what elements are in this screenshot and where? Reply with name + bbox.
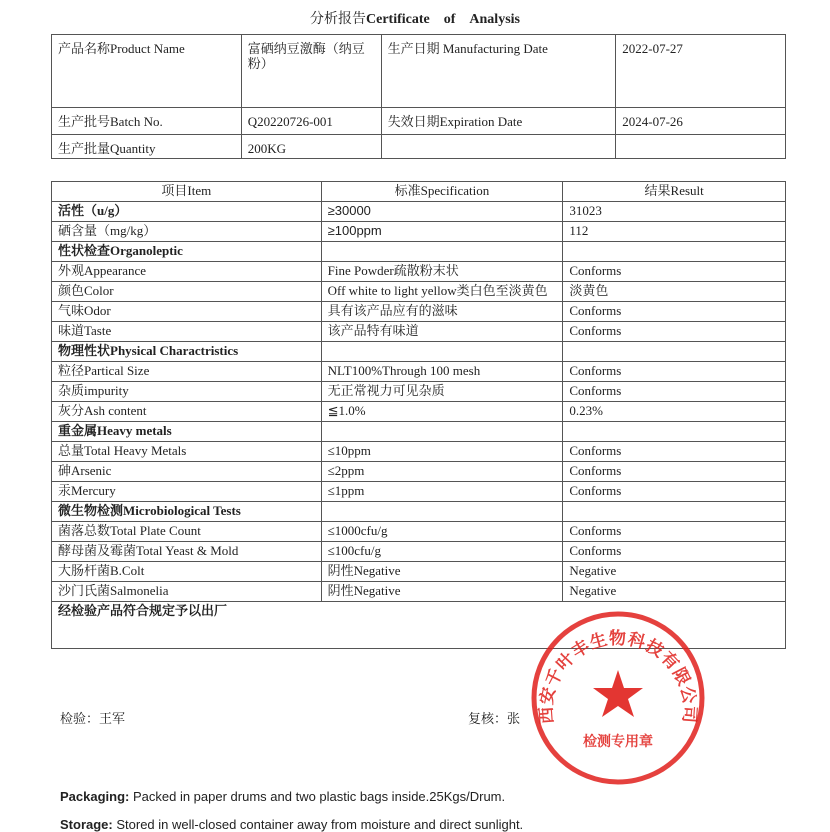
spec-item-cell: 酵母菌及霉菌Total Yeast & Mold: [52, 542, 322, 562]
mfg-date-label: 生产日期 Manufacturing Date: [381, 35, 616, 108]
header-spec: 标准Specification: [321, 182, 563, 202]
spec-result-cell: Conforms: [563, 262, 786, 282]
batch-label: 生产批号Batch No.: [52, 108, 242, 135]
spec-standard-cell: 无正常视力可见杂质: [321, 382, 563, 402]
spec-standard-cell: Fine Powder疏散粉末状: [321, 262, 563, 282]
specification-table: [51, 181, 786, 649]
spec-row: [52, 282, 786, 302]
title-en-analysis: Analysis: [469, 12, 520, 27]
spec-row: [52, 362, 786, 382]
spec-standard-cell: [321, 422, 563, 442]
spec-row: [52, 322, 786, 342]
spec-item-cell: 灰分Ash content: [52, 402, 322, 422]
spec-row: [52, 202, 786, 222]
title-cn: 分析报告: [310, 12, 366, 27]
spec-standard-cell: ≥30000: [321, 202, 563, 222]
seal-company-name: 西安千叶丰生物科技有限公司: [536, 628, 700, 725]
spec-result-cell: [563, 242, 786, 262]
inspector-signature: 检验：王军: [60, 711, 126, 726]
spec-row: [52, 462, 786, 482]
empty-cell: [381, 135, 616, 159]
spec-item-cell: 沙门氏菌Salmonelia: [52, 582, 322, 602]
spec-result-cell: Conforms: [563, 302, 786, 322]
spec-result-cell: Conforms: [563, 462, 786, 482]
spec-standard-cell: [321, 502, 563, 522]
spec-standard-cell: ≤1000cfu/g: [321, 522, 563, 542]
section-row: [52, 502, 786, 522]
spec-standard-cell: 阴性Negative: [321, 582, 563, 602]
spec-item-cell: 性状检查Organoleptic: [52, 242, 322, 262]
section-row: [52, 242, 786, 262]
spec-result-cell: [563, 502, 786, 522]
document-title: [0, 8, 830, 28]
batch-value: Q20220726-001: [241, 108, 381, 135]
spec-standard-cell: ≤100cfu/g: [321, 542, 563, 562]
spec-item-cell: 粒径Partical Size: [52, 362, 322, 382]
spec-standard-cell: ≤1ppm: [321, 482, 563, 502]
spec-result-cell: Conforms: [563, 442, 786, 462]
header-result: 结果Result: [563, 182, 786, 202]
empty-cell: [616, 135, 786, 159]
spec-row: [52, 442, 786, 462]
spec-standard-cell: ≥100ppm: [321, 222, 563, 242]
spec-standard-cell: ≤10ppm: [321, 442, 563, 462]
quantity-value: 200KG: [241, 135, 381, 159]
spec-item-cell: 总量Total Heavy Metals: [52, 442, 322, 462]
spec-standard-cell: 该产品特有味道: [321, 322, 563, 342]
product-info-table: [51, 34, 786, 159]
spec-row: [52, 402, 786, 422]
packaging-label: Packaging:: [60, 789, 130, 804]
spec-item-cell: 砷Arsenic: [52, 462, 322, 482]
spec-row: [52, 482, 786, 502]
title-en-certificate: Certificate: [366, 12, 430, 27]
quantity-label: 生产批量Quantity: [52, 135, 242, 159]
spec-standard-cell: ≤2ppm: [321, 462, 563, 482]
storage-text: Stored in well-closed container away from moisture and direct sunlight.: [116, 817, 524, 832]
section-row: [52, 342, 786, 362]
seal-subtitle: 检测专用章: [583, 734, 653, 750]
spec-result-cell: [563, 422, 786, 442]
spec-result-cell: Negative: [563, 562, 786, 582]
spec-result-cell: [563, 342, 786, 362]
conclusion-text: 经检验产品符合规定予以出厂: [52, 602, 786, 649]
spec-result-cell: Conforms: [563, 322, 786, 342]
packaging-text: Packed in paper drums and two plastic bags inside.25Kgs/Drum.: [132, 789, 506, 804]
spec-item-cell: 微生物检测Microbiological Tests: [52, 502, 322, 522]
spec-standard-cell: Off white to light yellow类白色至淡黄色: [321, 282, 563, 302]
conclusion-row: [52, 602, 786, 649]
product-name-value: 富硒纳豆激酶（纳豆粉）: [241, 35, 381, 108]
section-row: [52, 422, 786, 442]
spec-item-cell: 外观Appearance: [52, 262, 322, 282]
spec-result-cell: Conforms: [563, 522, 786, 542]
spec-row: [52, 582, 786, 602]
packaging-note: [60, 789, 505, 804]
spec-item-cell: 物理性状Physical Charactristics: [52, 342, 322, 362]
product-name-label: 产品名称Product Name: [52, 35, 242, 108]
spec-item-cell: 活性（u/g）: [52, 202, 322, 222]
spec-result-cell: 0.23%: [563, 402, 786, 422]
spec-item-cell: 菌落总数Total Plate Count: [52, 522, 322, 542]
storage-label: Storage:: [60, 817, 113, 832]
spec-row: [52, 562, 786, 582]
spec-row: [52, 302, 786, 322]
spec-standard-cell: NLT100%Through 100 mesh: [321, 362, 563, 382]
spec-result-cell: Conforms: [563, 362, 786, 382]
spec-standard-cell: [321, 342, 563, 362]
mfg-date-value: 2022-07-27: [616, 35, 786, 108]
exp-date-value: 2024-07-26: [616, 108, 786, 135]
header-item: 项目Item: [52, 182, 322, 202]
spec-result-cell: 31023: [563, 202, 786, 222]
spec-item-cell: 气味Odor: [52, 302, 322, 322]
spec-item-cell: 大肠杆菌B.Colt: [52, 562, 322, 582]
spec-row: [52, 522, 786, 542]
spec-standard-cell: 阴性Negative: [321, 562, 563, 582]
spec-item-cell: 杂质impurity: [52, 382, 322, 402]
spec-row: [52, 542, 786, 562]
spec-row: [52, 222, 786, 242]
spec-result-cell: Conforms: [563, 542, 786, 562]
spec-result-cell: Negative: [563, 582, 786, 602]
spec-row: [52, 262, 786, 282]
reviewer-signature: 复核：张: [468, 711, 521, 726]
spec-result-cell: 淡黄色: [563, 282, 786, 302]
spec-result-cell: 112: [563, 222, 786, 242]
spec-item-cell: 硒含量（mg/kg）: [52, 222, 322, 242]
spec-standard-cell: ≦1.0%: [321, 402, 563, 422]
spec-item-cell: 汞Mercury: [52, 482, 322, 502]
spec-item-cell: 味道Taste: [52, 322, 322, 342]
spec-result-cell: Conforms: [563, 482, 786, 502]
spec-standard-cell: [321, 242, 563, 262]
spec-item-cell: 重金属Heavy metals: [52, 422, 322, 442]
spec-item-cell: 颜色Color: [52, 282, 322, 302]
spec-standard-cell: 具有该产品应有的滋味: [321, 302, 563, 322]
spec-row: [52, 382, 786, 402]
exp-date-label: 失效日期Expiration Date: [381, 108, 616, 135]
title-en-of: of: [443, 12, 456, 27]
spec-result-cell: Conforms: [563, 382, 786, 402]
